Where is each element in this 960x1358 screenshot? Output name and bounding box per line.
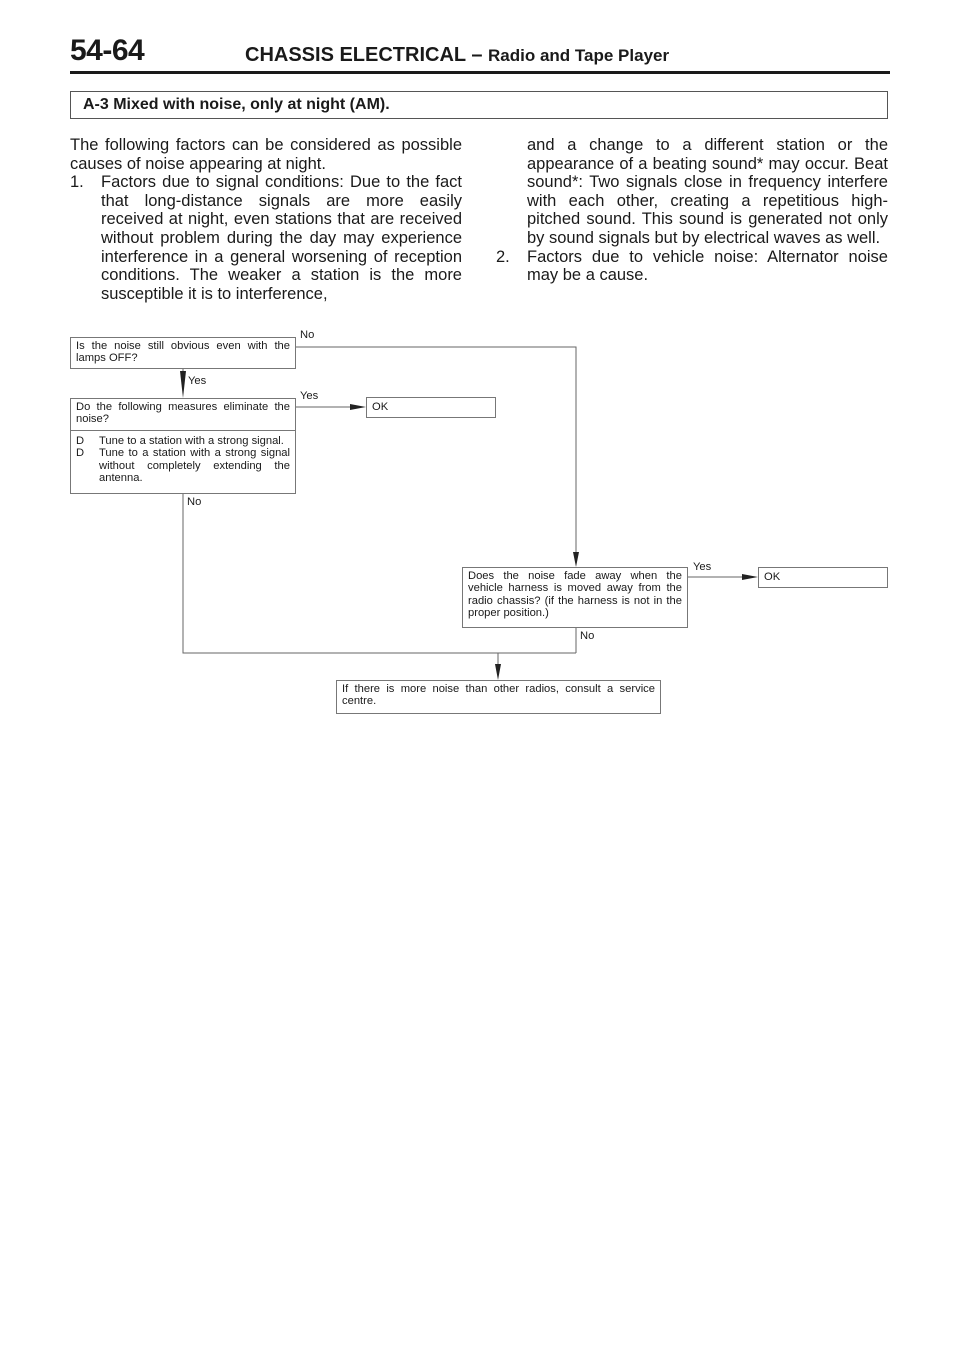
label-q1-yes: Yes [188,375,207,387]
arrowhead-q3 [573,552,579,567]
question-lamps-off: Is the noise still obvious even with the lamps OFF? [70,337,296,369]
list-item-1-text: Factors due to signal conditions: Due to the fact that long-distance signals are more easily received at night, even stations that are received without problem during the day may experience interference in a general worsening of reception conditions. The weaker a station is the more susceptible it is to interference, [101,173,462,303]
page-number: 54-64 [70,34,145,67]
arrowhead-q2 [180,371,186,398]
question-measures: Do the following measures eliminate the noise? [70,398,296,431]
intro-paragraph: The following factors can be considered as possible causes of noise appearing at night. [70,136,462,173]
list-item-2-text: Factors due to vehicle noise: Alternator noise may be a cause. [527,247,888,285]
arrowhead-ok1 [350,404,366,410]
connector-q1-no [296,347,576,556]
final-action-box: If there is more noise than other radios, consult a service centre. [336,680,661,714]
measure-item-2: D Tune to a station with a strong signal without completely extending the antenna. [76,447,290,485]
header-dash: – [471,44,483,66]
arrowhead-ok2 [742,574,758,580]
header-subtitle: Radio and Tape Player [488,46,670,65]
ok-result-1: OK [366,397,496,418]
question-harness: Does the noise fade away when the vehicle harness is moved away from the radio chassis? (if the harness is not in the proper position.) [462,567,688,628]
list-item-1-continued: and a change to a different station or the appearance of a beating sound* may occur. Beat sound*: Two signals close in frequency interfere with each other, creating a repetitious high-pitched sound. This sound is generated not only by sound signals but by electrical waves as well. [527,136,888,247]
header-title-main: CHASSIS ELECTRICAL [245,44,466,66]
list-item-2-number: 2. [496,247,510,266]
label-q2-yes: Yes [300,390,319,402]
label-q2-no: No [187,496,202,508]
ok-result-2: OK [758,567,888,588]
arrowhead-final [495,664,501,680]
measures-list [70,430,296,494]
bullet-symbol: D [76,447,85,460]
label-q3-yes: Yes [693,561,712,573]
bullet-symbol: D [76,435,85,447]
measure-item-1: D Tune to a station with a strong signal. [76,435,284,447]
label-q3-no: No [580,630,595,642]
section-title: A-3 Mixed with noise, only at night (AM). [70,91,888,119]
label-q1-no: No [300,329,315,341]
list-item-1-number: 1. [70,173,84,192]
